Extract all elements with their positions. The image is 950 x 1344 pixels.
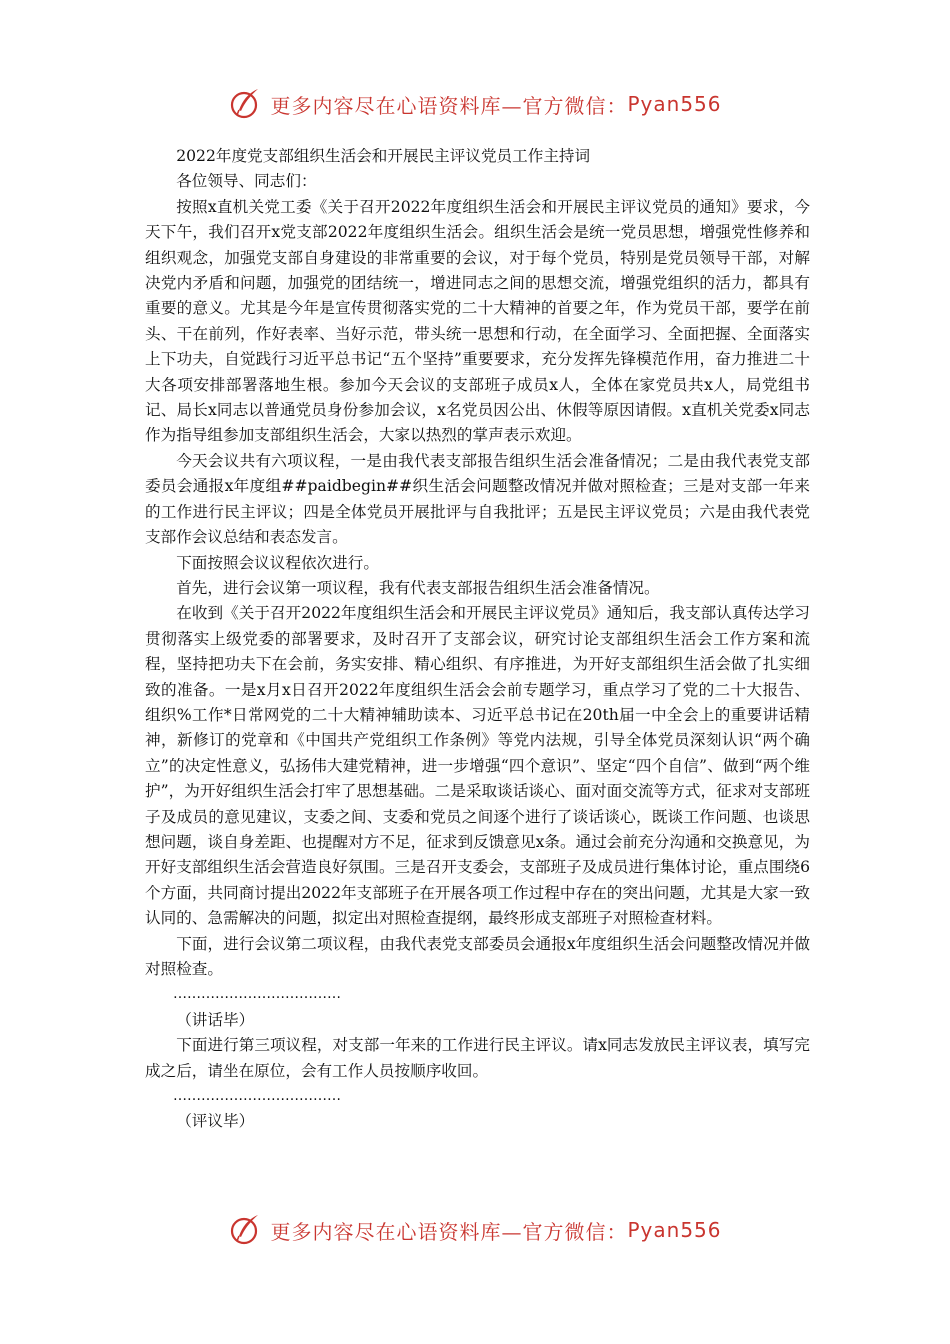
paragraph-7: 下面进行第三项议程，对支部一年来的工作进行民主评议。请x同志发放民主评议表，填写完成之后，请坐在原位，会有工作人员按顺序收回。	[145, 1036, 810, 1080]
note-speech-end: （讲话毕）	[176, 1010, 255, 1029]
note-review-end: （评议毕）	[176, 1112, 255, 1131]
paragraph-6: 下面，进行会议第二项议程，由我代表党支部委员会通报x年度组织生活会问题整改情况并做对照检查。	[145, 934, 810, 978]
header-banner	[0, 80, 950, 128]
quill-circle-icon	[228, 86, 264, 122]
paragraph-2: 今天会议共有六项议程，一是由我代表支部报告组织生活会准备情况；二是由我代表党支部委员会通报x年度组##paidbegin##织生活会问题整改情况并做对照检查；三是对支部一年来的工作进行民主评议；四是全体党员开展批评与自我批评；五是民主评议党员；六是由我代表党支部作会议总结和表态发言。	[145, 451, 810, 547]
footer-banner	[0, 1206, 950, 1254]
document-body	[145, 144, 810, 1135]
banner-wechat: Pyan556	[627, 92, 722, 116]
banner-text-footer: 更多内容尽在心语资料库—官方微信：	[270, 1219, 628, 1244]
paragraph-3: 下面按照会议议程依次进行。	[176, 553, 379, 572]
document-title: 2022年度党支部组织生活会和开展民主评议党员工作主持词	[176, 147, 591, 165]
paragraph-4: 首先，进行会议第一项议程，我有代表支部报告组织生活会准备情况。	[176, 578, 660, 597]
salutation: 各位领导、同志们：	[176, 172, 317, 191]
banner-wechat-footer: Pyan556	[627, 1218, 722, 1242]
quill-circle-icon	[228, 1212, 264, 1248]
paragraph-1: 按照x直机关党工委《关于召开2022年度组织生活会和开展民主评议党员的通知》要求，今天下午，我们召开x党支部2022年度组织生活会。组织生活会是统一党员思想，增强党性修养和组织观念，加强党支部自身建设的非常重要的会议，对于每个党员，特别是党员领导干部，对解决党内矛盾和问题，加强党的团结统一，增进同志之间的思想交流，增强党组织的活力，都具有重要的意义。尤其是今年是宣传贯彻落实党的二十大精神的首要之年，作为党员干部，要学在前头、干在前列，作好表率、当好示范，带头统一思想和行动，在全面学习、全面把握、全面落实上下功夫，自觉践行习近平总书记“五个坚持”重要要求，充分发挥先锋模范作用，奋力推进二十大各项安排部署落地生根。参加今天会议的支部班子成员x人，全体在家党员共x人，局党组书记、局长x同志以普通党员身份参加会议，x名党员因公出、休假等原因请假。x直机关党委x同志作为指导组参加支部组织生活会，大家以热烈的掌声表示欢迎。	[145, 197, 810, 445]
banner-text: 更多内容尽在心语资料库—官方微信：	[270, 93, 628, 118]
paragraph-5: 在收到《关于召开2022年度组织生活会和开展民主评议党员》通知后，我支部认真传达学习贯彻落实上级党委的部署要求，及时召开了支部会议，研究讨论支部组织生活会工作方案和流程，坚持把功夫下在会前，务实安排、精心组织、有序推进，为开好支部组织生活会做了扎实细致的准备。一是x月x日召开2022年度组织生活会会前专题学习，重点学习了党的二十大报告、组织%工作*日常网党的二十大精神辅助读本、习近平总书记在20th届一中全会上的重要讲话精神，新修订的党章和《中国共产党组织工作条例》等党内法规，引导全体党员深刻认识“两个确立”的决定性意义，弘扬伟大建党精神，进一步增强“四个意识”、坚定“四个自信”、做到“两个维护”，为开好组织生活会打牢了思想基础。二是采取谈话谈心、面对面交流等方式，征求对支部班子及成员的意见建议，支委之间、支委和党员之间逐个进行了谈话谈心，既谈工作问题、也谈思想问题，谈自身差距、也提醒对方不足，征求到反馈意见x条。通过会前充分沟通和交换意见，为开好支部组织生活会营造良好氛围。三是召开支委会，支部班子及成员进行集体讨论，重点围绕6个方面，共同商讨提出2022年支部班子在开展各项工作过程中存在的突出问题，尤其是大家一致认同的、急需解决的问题，拟定出对照检查提纲，最终形成支部班子对照检查材料。	[145, 604, 810, 928]
dots-separator-2: ………………………………	[173, 1088, 341, 1105]
dots-separator-1: ………………………………	[173, 986, 341, 1003]
